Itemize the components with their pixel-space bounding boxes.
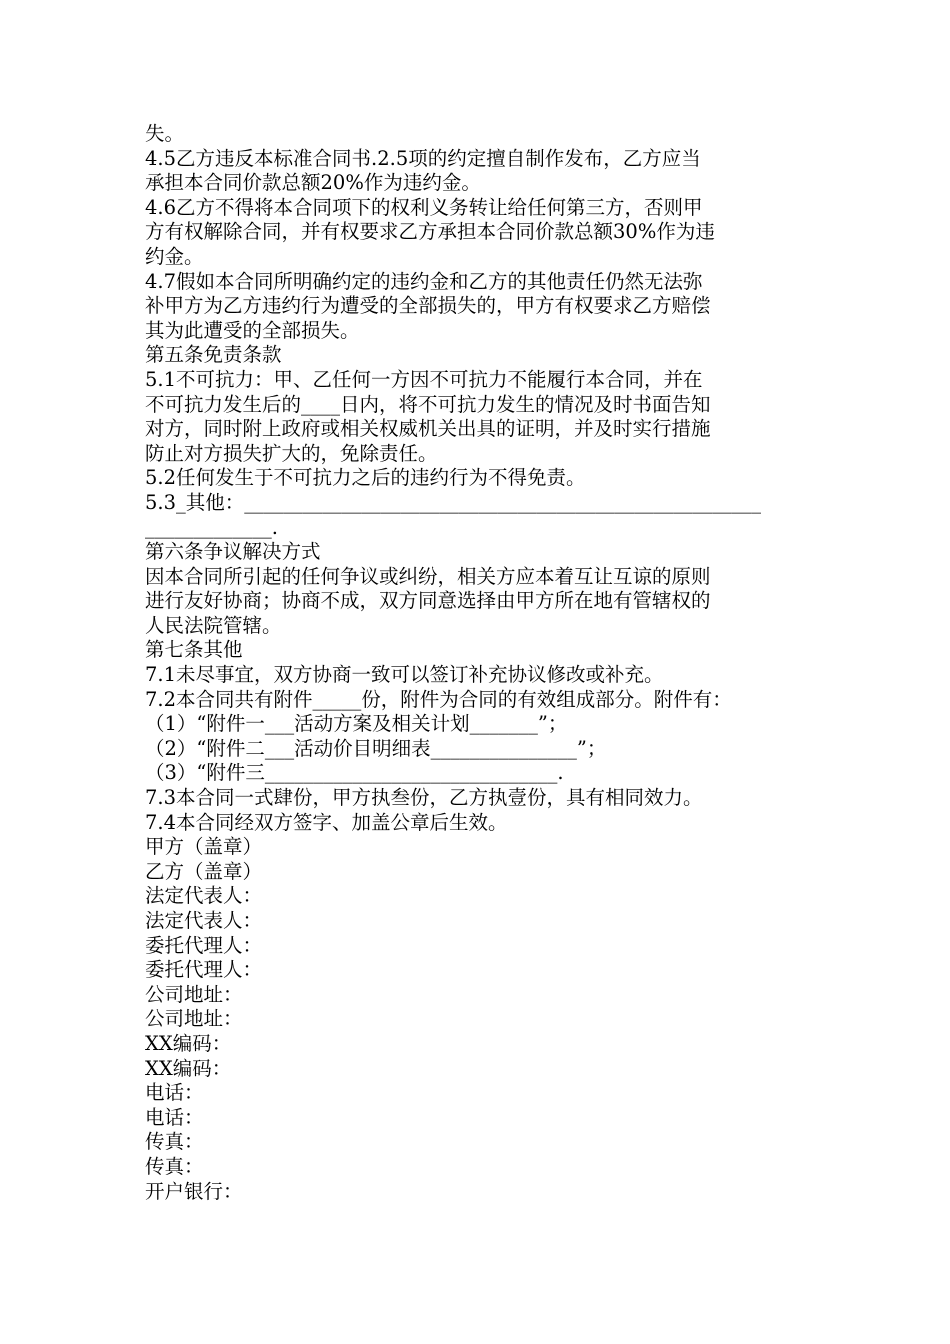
clause-7-1: 7.1未尽事宜，双方协商一致可以签订补充协议修改或补充。 — [145, 663, 664, 687]
clause-5-2: 5.2任何发生于不可抗力之后的违约行为不得免责。 — [145, 466, 586, 490]
attachment-2: （2）“附件二___活动价目明细表_______________”； — [145, 736, 607, 760]
phone-label-a: 电话： — [145, 1081, 204, 1105]
bank-label: 开户银行： — [145, 1179, 243, 1203]
clause-4-6-line-1: 4.6乙方不得将本合同项下的权利义务转让给任何第三方，否则甲 — [145, 195, 703, 219]
article-6-line-2: 进行友好协商；协商不成，双方同意选择由甲方所在地有管辖权的 — [145, 589, 711, 613]
clause-7-3: 7.3本合同一式肆份，甲方执叁份，乙方执壹份，具有相同效力。 — [145, 786, 703, 810]
clause-5-1-line-4: 防止对方损失扩大的，免除责任。 — [145, 441, 438, 465]
attachment-1: （1）“附件一___活动方案及相关计划_______”； — [145, 712, 568, 736]
postcode-label-b: XX编码： — [145, 1056, 232, 1080]
clause-4-7-line-1: 4.7假如本合同所明确约定的违约金和乙方的其他责任仍然无法弥 — [145, 269, 703, 293]
article-7-heading: 第七条其他 — [145, 638, 243, 662]
agent-label-b: 委托代理人： — [145, 958, 263, 982]
postcode-label-a: XX编码： — [145, 1031, 232, 1055]
legal-rep-label-b: 法定代表人： — [145, 909, 263, 932]
legal-rep-label-a: 法定代表人： — [145, 884, 263, 908]
clause-7-2: 7.2本合同共有附件_____份，附件为合同的有效组成部分。附件有： — [145, 687, 732, 711]
document-body — [145, 122, 810, 1204]
clause-5-1-line-1: 5.1不可抗力：甲、乙任何一方因不可抗力不能履行本合同，并在 — [145, 367, 703, 391]
article-6-line-1: 因本合同所引起的任何争议或纠纷，相关方应本着互让互谅的原则 — [145, 564, 711, 588]
article-6-line-3: 人民法院管辖。 — [145, 613, 282, 637]
clause-5-3-line-1: 5.3_其他：_____________________________________________________ — [145, 490, 762, 514]
fax-label-b: 传真： — [145, 1154, 204, 1178]
agent-label-a: 委托代理人： — [145, 933, 263, 957]
clause-5-1-line-2: 不可抗力发生后的____日内，将不可抗力发生的情况及时书面告知 — [145, 392, 711, 416]
article-6-heading: 第六条争议解决方式 — [145, 540, 321, 564]
clause-7-4: 7.4本合同经双方签字、加盖公章后生效。 — [145, 810, 508, 834]
fax-label-a: 传真： — [145, 1130, 204, 1154]
clause-4-7-line-2: 补甲方为乙方违约行为遭受的全部损失的，甲方有权要求乙方赔偿 — [145, 294, 711, 318]
clause-4-7-line-3: 其为此遭受的全部损失。 — [145, 318, 360, 342]
clause-4-6-line-3: 约金。 — [145, 244, 204, 268]
article-5-heading: 第五条免责条款 — [145, 343, 282, 367]
text-line: 失。 — [145, 122, 185, 145]
phone-label-b: 电话： — [145, 1105, 204, 1129]
party-b-seal-label: 乙方（盖章） — [145, 859, 263, 883]
party-a-seal-label: 甲方（盖章） — [145, 835, 263, 859]
attachment-3: （3）“附件三______________________________. — [145, 761, 564, 785]
clause-4-5-line-1: 4.5乙方违反本标准合同书.2.5项的约定擅自制作发布，乙方应当 — [145, 146, 701, 170]
clause-4-6-line-2: 方有权解除合同，并有权要求乙方承担本合同价款总额30%作为违 — [145, 220, 715, 244]
address-label-a: 公司地址： — [145, 982, 243, 1006]
clause-4-5-line-2: 承担本合同价款总额20%作为违约金。 — [145, 171, 481, 195]
clause-5-3-line-2: _____________. — [145, 515, 278, 539]
address-label-b: 公司地址： — [145, 1007, 243, 1031]
clause-5-1-line-3: 对方，同时附上政府或相关权威机关出具的证明，并及时实行措施 — [145, 417, 711, 441]
